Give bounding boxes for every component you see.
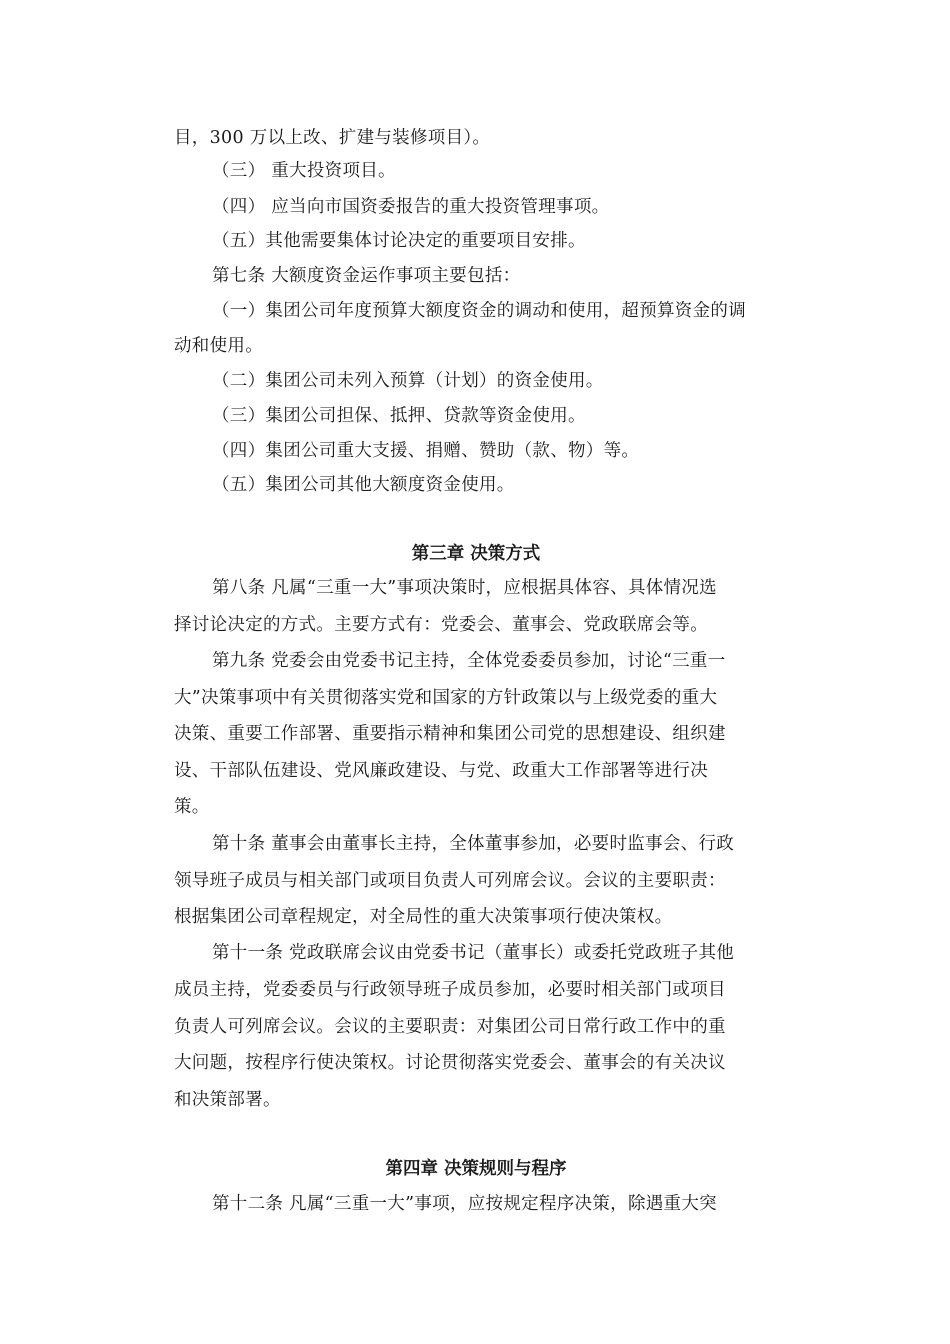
- chapter-4-heading: 第四章 决策规则与程序: [385, 1159, 567, 1179]
- paragraph-line: 动和使用。: [174, 336, 263, 356]
- paragraph-line: （二）集团公司未列入预算（计划）的资金使用。: [212, 371, 604, 391]
- paragraph-line: 大问题，按程序行使决策权。讨论贯彻落实党委会、董事会的有关决议: [174, 1053, 726, 1073]
- paragraph-line: 领导班子成员与相关部门或项目负责人可列席会议。会议的主要职责：: [174, 871, 726, 891]
- paragraph-line: 大”决策事项中有关贯彻落实党和国家的方针政策以与上级党委的重大: [174, 688, 718, 708]
- paragraph-line: 择讨论决定的方式。主要方式有：党委会、董事会、党政联席会等。: [174, 615, 708, 635]
- article-8-line: 第八条 凡属“三重一大”事项决策时，应根据具体容、具体情况选: [212, 578, 717, 598]
- paragraph-line: （四） 应当向市国资委报告的重大投资管理事项。: [212, 197, 610, 217]
- paragraph-line: 设、干部队伍建设、党风廉政建设、与党、政重大工作部署等进行决: [174, 761, 708, 781]
- paragraph-line: 和决策部署。: [174, 1090, 281, 1110]
- article-7-line: 第七条 大额度资金运作事项主要包括：: [212, 266, 521, 286]
- article-10-line: 第十条 董事会由董事长主持，全体董事参加，必要时监事会、行政: [212, 834, 735, 854]
- article-12-line: 第十二条 凡属“三重一大”事项，应按规定程序决策，除遇重大突: [212, 1194, 717, 1214]
- paragraph-line: 成员主持，党委委员与行政领导班子成员参加，必要时相关部门或项目: [174, 980, 726, 1000]
- paragraph-line: （一）集团公司年度预算大额度资金的调动和使用，超预算资金的调: [212, 301, 746, 321]
- chapter-3-heading: 第三章 决策方式: [411, 544, 541, 564]
- article-11-line: 第十一条 党政联席会议由党委书记（董事长）或委托党政班子其他: [212, 943, 735, 963]
- paragraph-line: 目，300 万以上改、扩建与装修项目）。: [174, 128, 491, 148]
- paragraph-line: 负责人可列席会议。会议的主要职责：对集团公司日常行政工作中的重: [174, 1017, 726, 1037]
- paragraph-line: 决策、重要工作部署、重要指示精神和集团公司党的思想建设、组织建: [174, 724, 726, 744]
- paragraph-line: （五）其他需要集体讨论决定的重要项目安排。: [212, 231, 586, 251]
- paragraph-line: （五）集团公司其他大额度资金使用。: [212, 475, 515, 495]
- article-9-line: 第九条 党委会由党委书记主持，全体党委委员参加，讨论“三重一: [212, 651, 726, 671]
- paragraph-line: （四）集团公司重大支援、捐赠、赞助（款、物）等。: [212, 441, 640, 461]
- paragraph-line: （三） 重大投资项目。: [212, 161, 396, 181]
- paragraph-line: 根据集团公司章程规定，对全局性的重大决策事项行使决策权。: [174, 907, 673, 927]
- paragraph-line: 策。: [174, 797, 210, 817]
- paragraph-line: （三）集团公司担保、抵押、贷款等资金使用。: [212, 406, 586, 426]
